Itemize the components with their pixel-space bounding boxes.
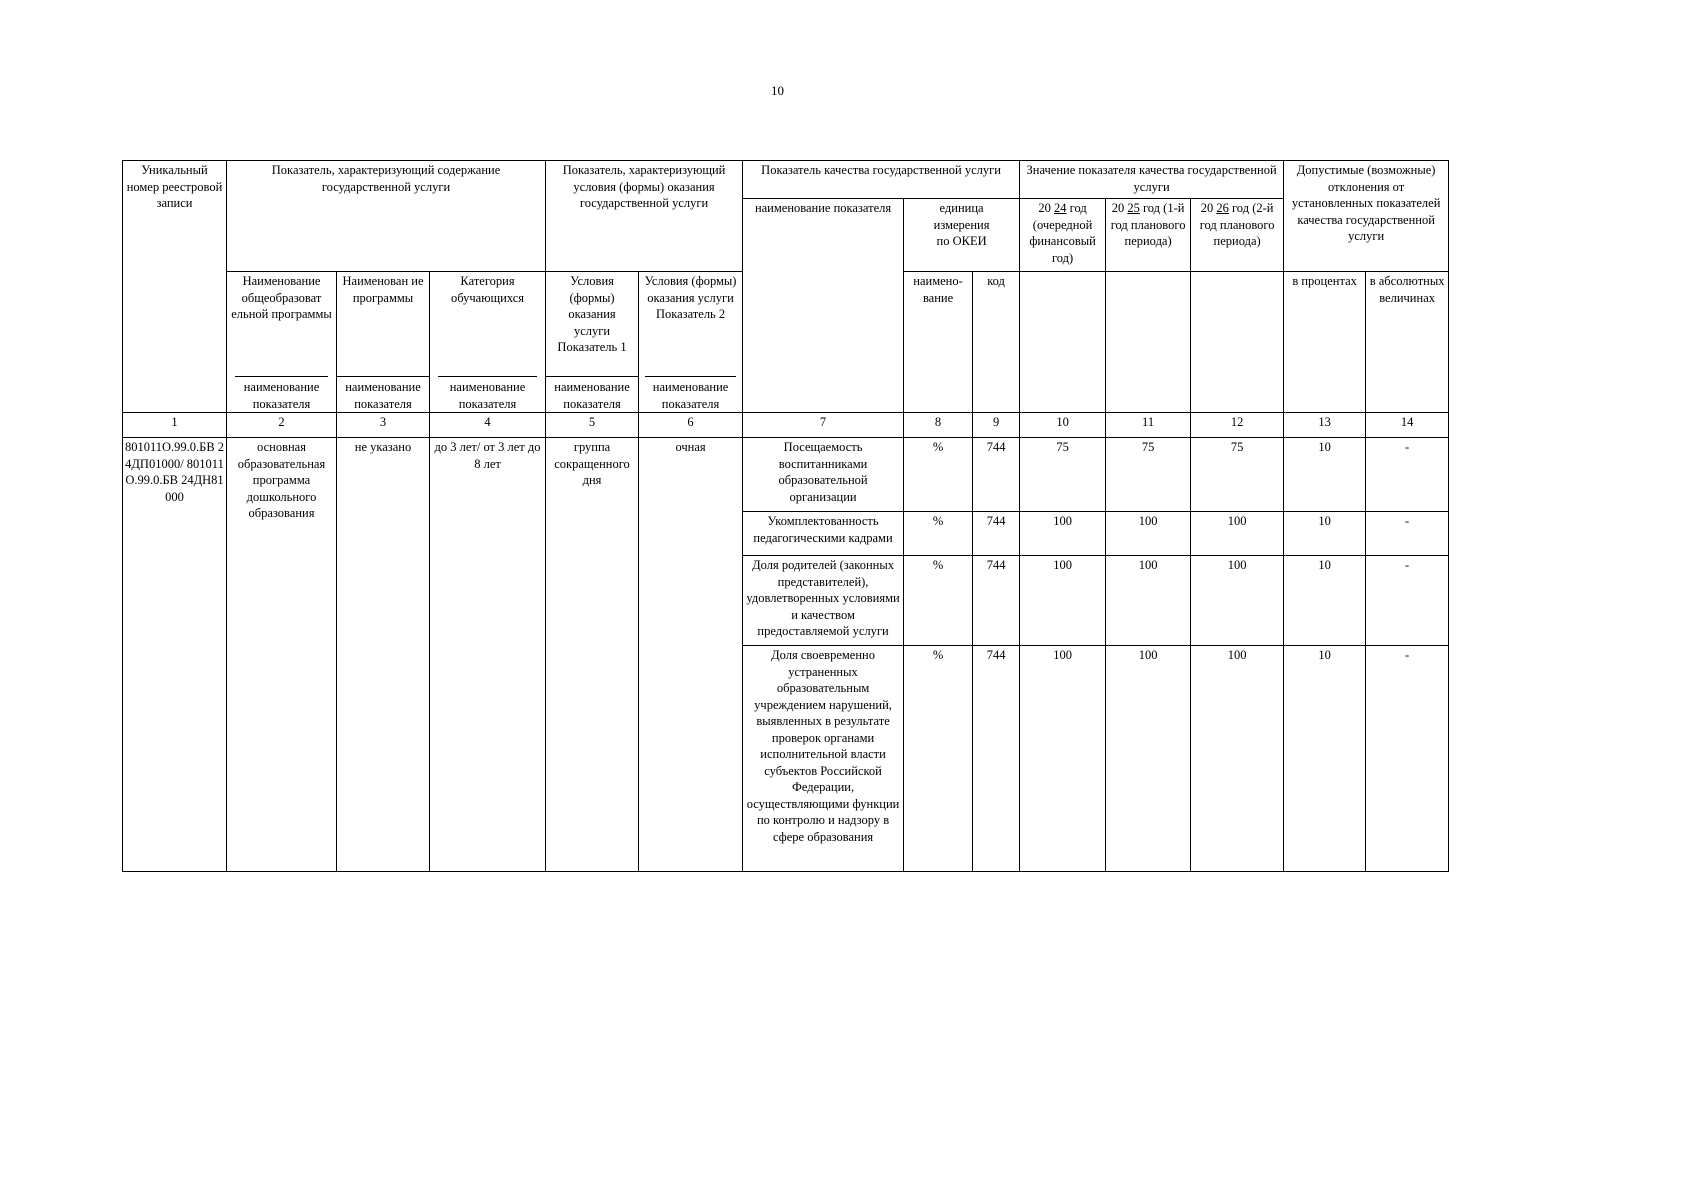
header-condition-2 [639,272,743,413]
deviation-percent: 10 [1284,512,1366,556]
value-year-1: 100 [1020,512,1106,556]
record-registry: 801011О.99.0.БВ 24ДП01000/ 801011О.99.0.БВ 24ДН81000 [123,438,227,872]
unit: % [904,646,973,872]
record-category: до 3 лет/ от 3 лет до 8 лет [430,438,546,872]
col-num-11: 11 [1106,413,1191,438]
col-num-5: 5 [546,413,639,438]
value-year-1: 100 [1020,556,1106,646]
unit-code: 744 [973,512,1020,556]
value-year-2: 100 [1106,646,1191,872]
unit: % [904,556,973,646]
record-condition-1: группа сокращенного дня [546,438,639,872]
program-type-label: Наименование общеобразоват ельной программы [231,274,332,321]
year-1-suffix: год [1069,201,1087,215]
header-program-type [227,272,337,413]
header-year-1-empty [1020,272,1106,413]
col-num-9: 9 [973,413,1020,438]
header-indicator-name: наименование показателя [743,199,904,413]
record-program: основная образовательная программа дошкольного образования [227,438,337,872]
header-year-3-empty [1191,272,1284,413]
deviation-percent: 10 [1284,556,1366,646]
col-num-1: 1 [123,413,227,438]
year-2-suffix: год [1142,201,1161,215]
indicator-name: Доля своевременно устраненных образовательным учреждением нарушений, выявленных в результате проверок органами исполнительной власти субъектов Российской Федерации, осуществляющими функции по контролю и надзору в сфере образования [743,646,904,872]
unit-code: 744 [973,646,1020,872]
value-year-3: 100 [1191,646,1284,872]
unit: % [904,512,973,556]
year-2-note: (1-й год планового периода) [1110,201,1186,248]
header-year-2 [1106,199,1191,272]
year-1-note: (очередной финансовый год) [1029,217,1096,265]
col-num-14: 14 [1366,413,1449,438]
unit: % [904,438,973,512]
deviation-absolute: - [1366,438,1449,512]
unit-code: 744 [973,556,1020,646]
program-name-label: Наименован ие программы [342,274,424,305]
value-year-3: 75 [1191,438,1284,512]
header-registry-number: Уникальный номер реестровой записи [123,161,227,413]
indicator-name: Укомплектованность педагогическими кадрами [743,512,904,556]
header-deviations: Допустимые (возможные) отклонения от установленных показателей качества государственной услуги [1284,161,1449,272]
year-2-prefix: 20 [1111,201,1125,215]
header-conditions-indicator: Показатель, характеризующий условия (формы) оказания государственной услуги [546,161,743,272]
col-num-8: 8 [904,413,973,438]
col-num-12: 12 [1191,413,1284,438]
header-unit-name: наимено- вание [904,272,973,413]
condition-1-sub: наименование показателя [546,376,638,412]
deviation-absolute: - [1366,556,1449,646]
deviation-percent: 10 [1284,646,1366,872]
condition-2-sub: наименование показателя [645,376,736,412]
student-category-sub: наименование показателя [438,376,537,412]
indicator-name: Посещаемость воспитанниками образовательной организации [743,438,904,512]
value-year-3: 100 [1191,556,1284,646]
year-3-value: 26 [1216,201,1229,215]
value-year-1: 75 [1020,438,1106,512]
indicator-name: Доля родителей (законных представителей), удовлетворенных условиями и качеством предоставляемой услуги [743,556,904,646]
value-year-3: 100 [1191,512,1284,556]
page-number: 10 [771,83,784,98]
value-year-2: 75 [1106,438,1191,512]
header-in-absolute: в абсолютных величинах [1366,272,1449,413]
header-content-indicator: Показатель, характеризующий содержание государственной услуги [227,161,546,272]
year-1-value: 24 [1054,201,1067,215]
year-3-note: (2-й год планового периода) [1199,201,1275,248]
program-type-sub: наименование показателя [235,376,328,412]
value-year-2: 100 [1106,556,1191,646]
table-row [123,438,1449,512]
header-quality-indicator: Показатель качества государственной услуги [743,161,1020,199]
header-program-name [337,272,430,413]
deviation-percent: 10 [1284,438,1366,512]
record-condition-2: очная [639,438,743,872]
header-unit: единица измерения по ОКЕИ [904,199,1020,272]
deviation-absolute: - [1366,646,1449,872]
col-num-13: 13 [1284,413,1366,438]
column-number-row [123,413,1449,438]
year-3-suffix: год [1231,201,1250,215]
value-year-1: 100 [1020,646,1106,872]
col-num-10: 10 [1020,413,1106,438]
header-in-percent: в процентах [1284,272,1366,413]
header-year-2-empty [1106,272,1191,413]
header-student-category [430,272,546,413]
program-name-sub: наименование показателя [337,376,429,412]
unit-code: 744 [973,438,1020,512]
year-3-prefix: 20 [1200,201,1214,215]
col-num-4: 4 [430,413,546,438]
col-num-6: 6 [639,413,743,438]
col-num-7: 7 [743,413,904,438]
condition-1-label: Условия (формы) оказания услуги Показатель 1 [557,274,627,354]
col-num-3: 3 [337,413,430,438]
header-year-1 [1020,199,1106,272]
student-category-label: Категория обучающихся [450,274,525,305]
condition-2-label: Условия (формы) оказания услуги Показатель 2 [644,274,737,321]
year-1-prefix: 20 [1038,201,1051,215]
record-program-name: не указано [337,438,430,872]
deviation-absolute: - [1366,512,1449,556]
quality-indicators-table [122,160,1449,872]
value-year-2: 100 [1106,512,1191,556]
header-year-3 [1191,199,1284,272]
header-unit-code: код [973,272,1020,413]
header-condition-1 [546,272,639,413]
col-num-2: 2 [227,413,337,438]
header-quality-value: Значение показателя качества государственной услуги [1020,161,1284,199]
year-2-value: 25 [1127,201,1140,215]
